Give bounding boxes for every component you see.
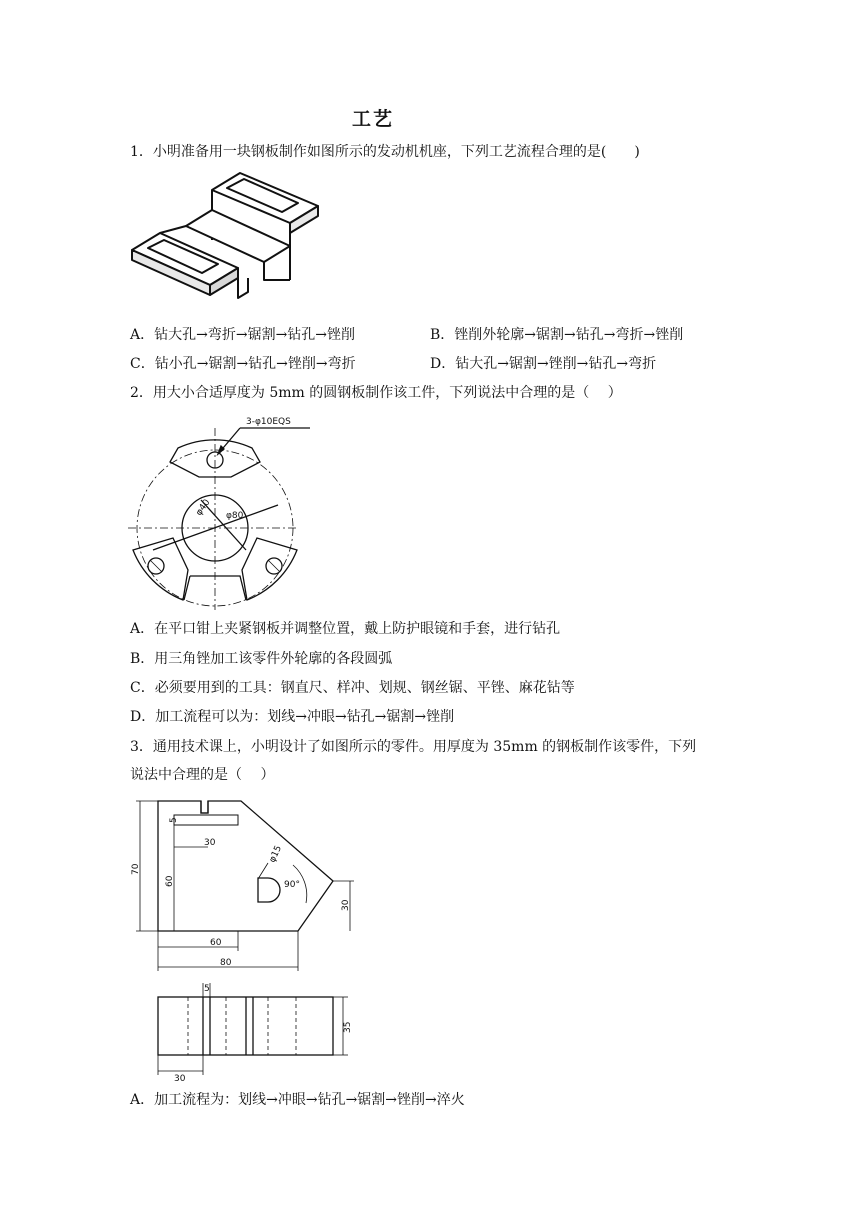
- q1-option-d: D．钻大孔→锯割→锉削→钻孔→弯折: [430, 356, 657, 372]
- dim-inner-height: 60: [165, 875, 175, 887]
- dim-total-width: 80: [220, 958, 232, 968]
- dim-bottom-60: 60: [210, 938, 222, 948]
- engine-mount-figure: [128, 170, 328, 315]
- q1-option-a: A．钻大孔→弯折→锯割→钻孔→锉削: [130, 327, 356, 343]
- dim-angle: 90°: [284, 880, 300, 890]
- hole-label: 3-φ10EQS: [246, 417, 291, 427]
- q2-option-a: A．在平口钳上夹紧钢板并调整位置，戴上防护眼镜和手套，进行钻孔: [130, 621, 561, 637]
- dim-top-slot: 5: [204, 984, 210, 994]
- inner-diameter-label: φ40: [194, 497, 213, 518]
- dim-slot-depth: 5: [169, 817, 179, 823]
- q2-option-c: C．必须要用到的工具：钢直尺、样冲、划规、钢丝锯、平锉、麻花钻等: [130, 680, 575, 696]
- round-plate-figure: [128, 410, 318, 610]
- question-2-stem: 2．用大小合适厚度为 5mm 的圆钢板制作该工件，下列说法中合理的是（ ）: [130, 385, 622, 401]
- dim-top-offset: 30: [174, 1074, 186, 1084]
- q2-option-b: B．用三角锉加工该零件外轮廓的各段圆弧: [130, 651, 393, 667]
- q3-option-a: A．加工流程为：划线→冲眼→钻孔→锯割→锉削→淬火: [130, 1092, 465, 1108]
- dim-right-height: 30: [341, 899, 351, 911]
- q2-option-d: D．加工流程可以为：划线→冲眼→钻孔→锯割→锉削: [130, 709, 455, 725]
- question-3-stem-line-2: 说法中合理的是（ ）: [130, 767, 275, 783]
- dim-hole-diameter: φ15: [267, 844, 285, 865]
- page-title: 工艺: [352, 108, 395, 130]
- part-drawing-figure: [128, 795, 368, 1085]
- dim-total-height: 70: [131, 863, 141, 875]
- question-1-stem: 1．小明准备用一块钢板制作如图所示的发动机机座，下列工艺流程合理的是( ): [130, 144, 640, 160]
- q1-option-b: B．锉削外轮廓→锯割→钻孔→弯折→锉削: [430, 327, 684, 343]
- q1-option-c: C．钻小孔→锯割→钻孔→锉削→弯折: [130, 356, 356, 372]
- outer-diameter-label: φ80: [226, 511, 244, 521]
- question-3-stem-line-1: 3．通用技术课上，小明设计了如图所示的零件。用厚度为 35mm 的钢板制作该零件，下列: [130, 739, 697, 755]
- dim-thickness: 35: [343, 1021, 353, 1033]
- dim-slot-width: 30: [204, 838, 216, 848]
